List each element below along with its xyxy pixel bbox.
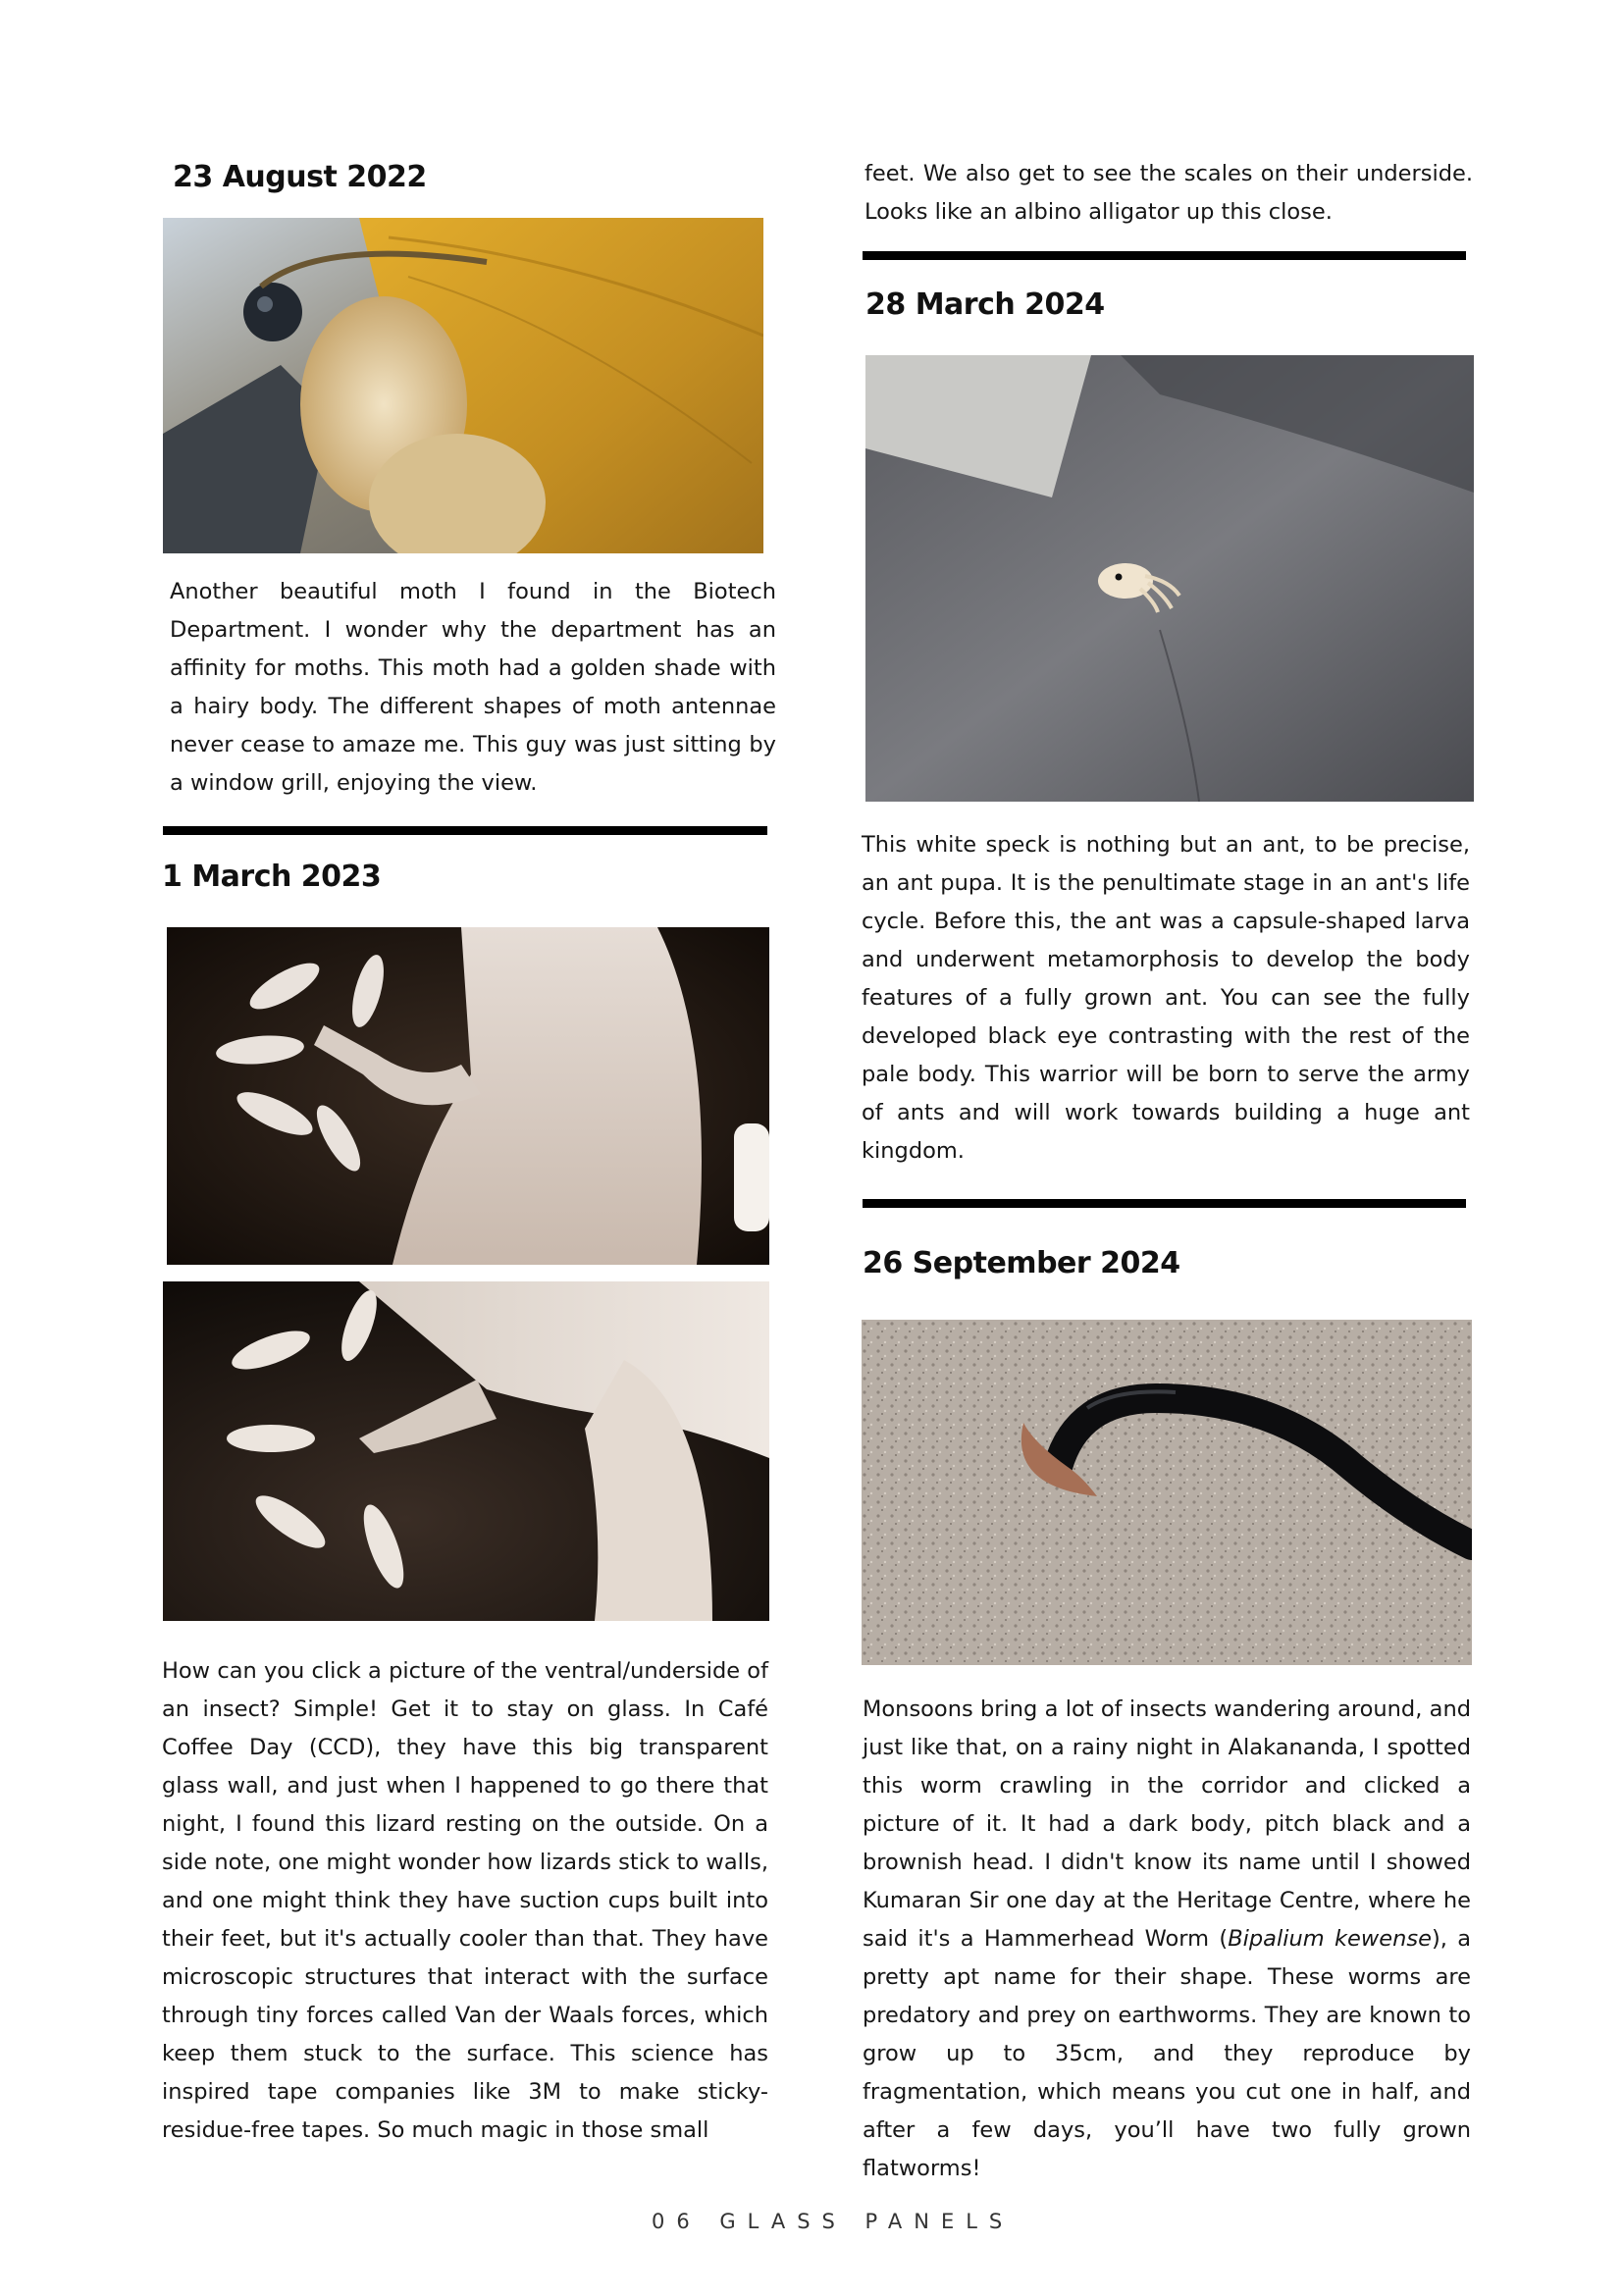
- entry-body: How can you click a picture of the ventral/underside of an insect? Simple! Get it to stay on glass. In Café Coffee Day (CCD), they have this big transparent glass wall, and just when I happened to go there that night, I found this lizard resting on the outside. On a side note, one might wonder how lizards stick to walls, and one might think they have suction cups built into their feet, but it's actually cooler than that. They have microscopic structures that interact with the surface through tiny forces called Van der Waals forces, which keep them stuck to the surface. This science has inspired tape companies like 3M to make sticky-residue-free tapes. So much magic in those small: [162, 1658, 768, 2143]
- lizard-photo-top: [167, 927, 769, 1265]
- section-divider: [863, 251, 1466, 260]
- page-footer: 06 GLASS PANELS: [652, 2210, 1015, 2233]
- section-divider: [863, 1199, 1466, 1208]
- entry-date: 23 August 2022: [173, 160, 427, 194]
- entry-date: 1 March 2023: [162, 860, 382, 894]
- section-divider: [163, 826, 767, 835]
- hammerhead-worm-photo: [862, 1320, 1472, 1665]
- entry-body: This white speck is nothing but an ant, to be precise, an ant pupa. It is the penultimate stage in an ant's life cycle. Before this, the ant was a capsule-shaped larva and underwent metamorphosis to develop the body features of a fully grown ant. You can see the fully developed black eye contrasting with the rest of the pale body. This warrior will be born to serve the army of ants and will work towards building a huge ant kingdom.: [862, 832, 1470, 1164]
- entry-date: 28 March 2024: [865, 287, 1105, 322]
- entry-body: Another beautiful moth I found in the Biotech Department. I wonder why the department has an affinity for moths. This moth had a golden shade with a hairy body. The different shapes of moth antennae never cease to amaze me. This guy was just sitting by a window grill, enjoying the view.: [170, 579, 776, 796]
- species-name: Bipalium kewense: [1228, 1926, 1432, 1952]
- entry-body: Monsoons bring a lot of insects wandering around, and just like that, on a rainy night in Alakananda, I spotted this worm crawling in the corridor and clicked a picture of it. It had a dark body, pitch black and a brownish head. I didn't know its name until I showed Kumaran Sir one day at the Heritage Centre, where he said it's a Hammerhead Worm (Bipalium kewense), a pretty apt name for their shape. These worms are predatory and prey on earthworms. They are known to grow up to 35cm, and they reproduce by fragmentation, which means you cut one in half, and after a few days, you’ll have two fully grown flatworms!: [863, 1696, 1471, 2181]
- ant-pupa-photo: [865, 355, 1474, 802]
- lizard-photo-bottom: [163, 1281, 769, 1621]
- entry-date: 26 September 2024: [863, 1246, 1180, 1280]
- moth-photo: [163, 218, 763, 553]
- continued-text: feet. We also get to see the scales on their underside. Looks like an albino alligator up this close.: [864, 161, 1473, 225]
